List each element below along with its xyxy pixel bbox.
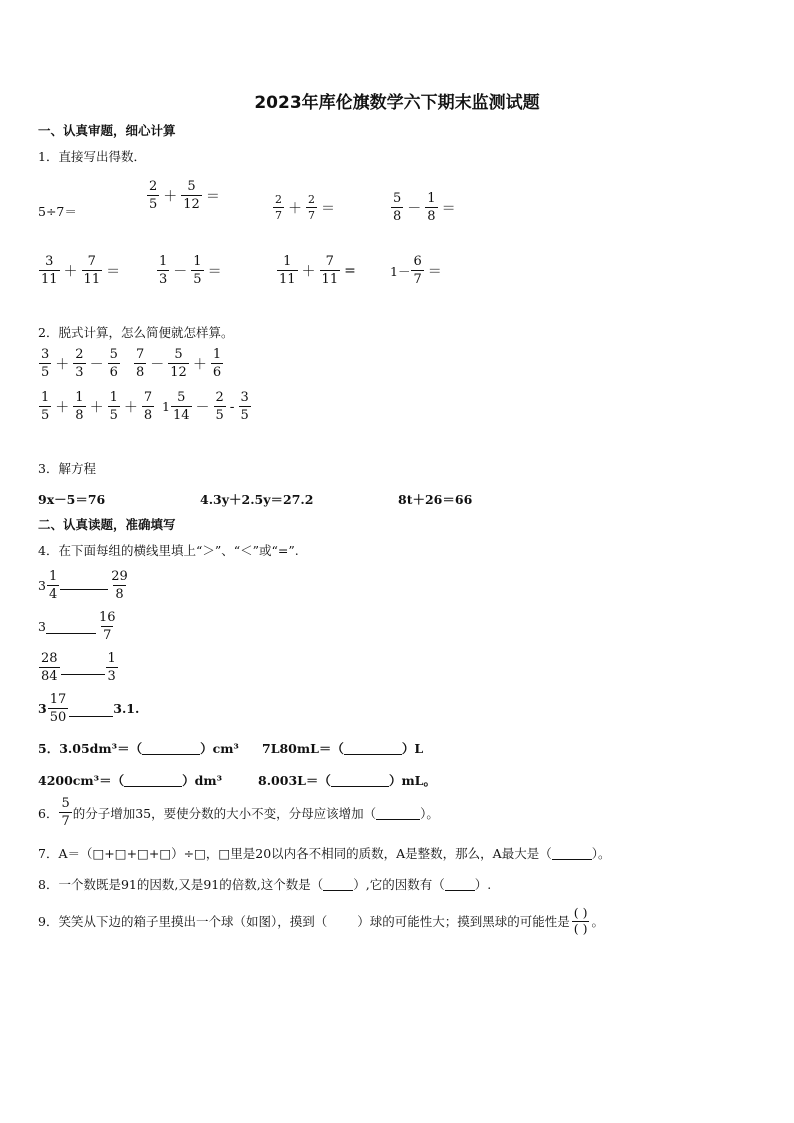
q5-item-d	[258, 771, 436, 789]
q4-row-1	[38, 570, 131, 601]
q2-expr-2	[133, 348, 224, 379]
numerator: 17	[49, 692, 67, 707]
expr-text: 5÷7＝	[38, 204, 77, 219]
denominator: 50	[49, 710, 67, 725]
fraction	[306, 194, 317, 221]
text: 7L80mL＝（	[262, 741, 344, 756]
numerator: 5	[61, 796, 70, 811]
denominator: 5	[149, 197, 158, 212]
section-2-heading: 二、认真读题，准确填写	[38, 517, 176, 532]
whole-number: 1	[162, 399, 170, 414]
operator: ＋	[123, 399, 138, 416]
operator: ＋	[288, 200, 302, 217]
fraction	[211, 348, 223, 379]
numerator: 2	[308, 193, 315, 206]
denominator: 12	[170, 365, 187, 380]
whole-number: 3	[38, 619, 46, 634]
numerator: 7	[136, 347, 145, 362]
q1-r2-b	[156, 255, 225, 286]
equals: ＝	[441, 200, 456, 217]
text: ）。	[591, 846, 611, 861]
fraction	[147, 180, 159, 211]
q3-label: 3．解方程	[38, 461, 96, 476]
operator: －	[173, 263, 188, 280]
fraction	[181, 180, 202, 211]
q2-expr-4	[162, 391, 252, 422]
question-text: ）,它的因数有（	[353, 877, 445, 892]
question-text: ）球的可能性大；摸到黑球的可能性是	[357, 914, 570, 929]
equation-3: 8t＋26＝66	[398, 492, 473, 507]
q5-item-b	[262, 739, 423, 757]
q9	[38, 906, 604, 936]
numerator: 1	[212, 347, 222, 362]
expr-text: 3.1.	[113, 701, 140, 716]
denominator: 5	[109, 408, 118, 423]
numerator: 1	[159, 254, 168, 269]
numerator: 3	[45, 254, 54, 269]
text: ）.	[474, 877, 492, 892]
fraction	[168, 348, 189, 379]
numerator: 7	[143, 390, 153, 405]
fraction	[239, 391, 251, 422]
q8	[38, 875, 491, 893]
operator: ＋	[63, 263, 78, 280]
text: ）mL。	[388, 773, 436, 788]
operator: ＋	[89, 399, 104, 416]
answer-blank[interactable]	[552, 846, 592, 860]
denominator: 8	[75, 408, 84, 423]
numerator: 2	[215, 390, 224, 405]
text: 5．3.05dm³＝（	[38, 741, 143, 756]
question-number: 6．	[38, 805, 59, 821]
numerator: 2	[275, 193, 282, 206]
q7	[38, 844, 610, 862]
equals: ＝	[427, 263, 442, 280]
equals: =	[344, 262, 356, 279]
q4-label: 4．在下面每组的横线里填上“＞”、“＜”或“=”.	[38, 543, 299, 558]
numerator: 5	[393, 191, 402, 206]
operator: ＋	[301, 263, 316, 280]
fraction	[108, 391, 120, 422]
numerator: 6	[413, 254, 422, 269]
denominator: 7	[413, 272, 422, 287]
operator: －	[407, 200, 422, 217]
q1-r2-d	[390, 255, 445, 286]
q1-label: 1．直接写出得数．	[38, 149, 146, 164]
operator: ＋	[55, 356, 70, 373]
q5-item-a	[38, 739, 239, 757]
q1-r2-c	[276, 255, 359, 286]
fraction	[106, 652, 118, 683]
q1-r2-a	[38, 255, 123, 286]
q1-r1-c	[272, 194, 338, 221]
answer-blank[interactable]	[376, 806, 420, 820]
text: 8.003L＝（	[258, 773, 331, 788]
denominator: 5	[193, 272, 202, 287]
operator: ＋	[192, 356, 207, 373]
denominator: 7	[275, 209, 282, 222]
text: ）。	[420, 805, 439, 821]
q4-row-2	[38, 611, 119, 642]
numerator-blank[interactable]: ( )	[573, 905, 588, 920]
answer-fraction-blank[interactable]	[572, 906, 590, 936]
denominator-blank[interactable]: ( )	[573, 920, 588, 936]
expr-text: 1－	[390, 263, 411, 279]
numerator: 5	[187, 179, 196, 194]
fraction	[277, 255, 298, 286]
text: 4200cm³＝（	[38, 773, 125, 788]
denominator: 7	[61, 814, 70, 829]
denominator: 5	[215, 408, 224, 423]
numerator: 7	[87, 254, 96, 269]
equation-2: 4.3y＋2.5y＝27.2	[200, 492, 314, 507]
operator: －	[89, 356, 104, 373]
denominator: 5	[240, 408, 249, 423]
denominator: 4	[48, 587, 58, 602]
answer-blank[interactable]	[331, 773, 389, 787]
answer-blank[interactable]	[323, 877, 353, 891]
numerator: 1	[41, 390, 50, 405]
fraction	[73, 348, 85, 379]
equation-1: 9x－5＝76	[38, 492, 106, 507]
denominator: 84	[41, 669, 58, 684]
answer-blank[interactable]	[69, 716, 113, 717]
question-text: 的分子增加35，要使分数的大小不变，分母应该增加（	[72, 805, 377, 821]
denominator: 14	[172, 408, 190, 423]
fraction	[214, 391, 226, 422]
denominator: 11	[41, 272, 58, 287]
fraction	[157, 255, 169, 286]
text: 。	[591, 914, 604, 929]
denominator: 8	[427, 209, 436, 224]
fraction	[39, 652, 60, 683]
q2-label: 2．脱式计算，怎么简便就怎样算。	[38, 325, 234, 340]
numerator: 5	[174, 347, 183, 362]
whole-number: 3	[38, 701, 47, 716]
numerator: 7	[325, 254, 334, 269]
numerator: 5	[177, 390, 186, 405]
fraction	[59, 797, 71, 828]
denominator: 8	[136, 365, 145, 380]
numerator: 29	[111, 569, 128, 584]
numerator: 1	[75, 390, 84, 405]
fraction	[39, 348, 51, 379]
numerator: 28	[41, 651, 58, 666]
fraction	[39, 255, 60, 286]
fraction	[273, 194, 284, 221]
fraction	[97, 611, 118, 642]
denominator: 6	[212, 365, 222, 380]
denominator: 8	[393, 209, 402, 224]
fraction	[134, 348, 146, 379]
q2-expr-3	[38, 391, 155, 422]
answer-blank[interactable]	[60, 589, 108, 590]
numerator: 1	[107, 651, 116, 666]
page-title: 2023年库伦旗数学六下期末监测试题	[254, 93, 540, 113]
numerator: 1	[48, 569, 58, 584]
numerator: 5	[109, 347, 118, 362]
fraction	[320, 255, 341, 286]
answer-blank[interactable]	[46, 633, 96, 634]
answer-blank[interactable]	[61, 674, 105, 675]
denominator: 3	[107, 669, 116, 684]
q5-item-c	[38, 771, 222, 789]
denominator: 3	[75, 365, 84, 380]
fraction	[191, 255, 203, 286]
numerator: 1	[109, 390, 118, 405]
denominator: 12	[183, 197, 200, 212]
fraction	[391, 192, 403, 223]
q2-expr-1	[38, 348, 121, 379]
denominator: 7	[103, 628, 112, 643]
fraction	[39, 391, 51, 422]
equals: ＝	[321, 200, 335, 217]
denominator: 8	[143, 408, 153, 423]
denominator: 5	[41, 365, 50, 380]
fraction	[82, 255, 103, 286]
denominator: 8	[115, 587, 124, 602]
text: ）L	[401, 741, 424, 756]
numerator: 1	[283, 254, 292, 269]
fraction	[47, 570, 59, 601]
numerator: 2	[149, 179, 158, 194]
fraction	[142, 391, 154, 422]
denominator: 11	[321, 272, 339, 287]
fraction	[425, 192, 437, 223]
denominator: 3	[159, 272, 168, 287]
denominator: 11	[83, 272, 101, 287]
denominator: 11	[279, 272, 296, 287]
answer-blank[interactable]	[445, 877, 475, 891]
numerator: 3	[41, 347, 50, 362]
equals: ＝	[205, 188, 220, 205]
fraction	[411, 255, 423, 286]
numerator: 16	[98, 610, 116, 625]
q1-r1-a	[38, 202, 77, 220]
operator: ＋	[55, 399, 70, 416]
q6	[38, 797, 439, 828]
section-1-heading: 一、认真审题，细心计算	[38, 123, 176, 138]
numerator: 1	[427, 191, 436, 206]
answer-blank[interactable]	[124, 773, 182, 787]
text: ）cm³	[200, 741, 239, 756]
answer-blank[interactable]	[142, 741, 200, 755]
text: ）dm³	[182, 773, 223, 788]
q4-row-3	[38, 652, 119, 683]
numerator: 2	[75, 347, 84, 362]
operator: －	[195, 399, 210, 416]
question-text: 8．一个数既是91的因数,又是91的倍数,这个数是（	[38, 877, 324, 892]
denominator: 5	[41, 408, 50, 423]
q1-r1-b	[146, 180, 223, 211]
question-text: 7．A＝（□+□+□+□）÷□，□里是20以内各不相同的质数，A是整数，那么，A最大是（	[38, 846, 552, 861]
fraction	[108, 348, 120, 379]
operator: -	[229, 398, 235, 415]
fraction	[171, 391, 192, 422]
equals: ＝	[106, 263, 121, 280]
fraction	[73, 391, 85, 422]
operator: ＋	[163, 188, 178, 205]
q4-row-4	[38, 693, 139, 724]
whole-number: 3	[38, 578, 46, 593]
fraction	[48, 693, 69, 724]
q1-r1-d	[390, 192, 459, 223]
numerator: 1	[193, 254, 202, 269]
fraction	[109, 570, 130, 601]
operator: －	[150, 356, 165, 373]
denominator: 6	[109, 365, 118, 380]
denominator: 7	[308, 209, 315, 222]
equals: ＝	[207, 263, 222, 280]
question-text: 9．笑笑从下边的箱子里摸出一个球（如图），摸到（	[38, 914, 328, 929]
numerator: 3	[240, 390, 249, 405]
answer-blank[interactable]	[344, 741, 402, 755]
